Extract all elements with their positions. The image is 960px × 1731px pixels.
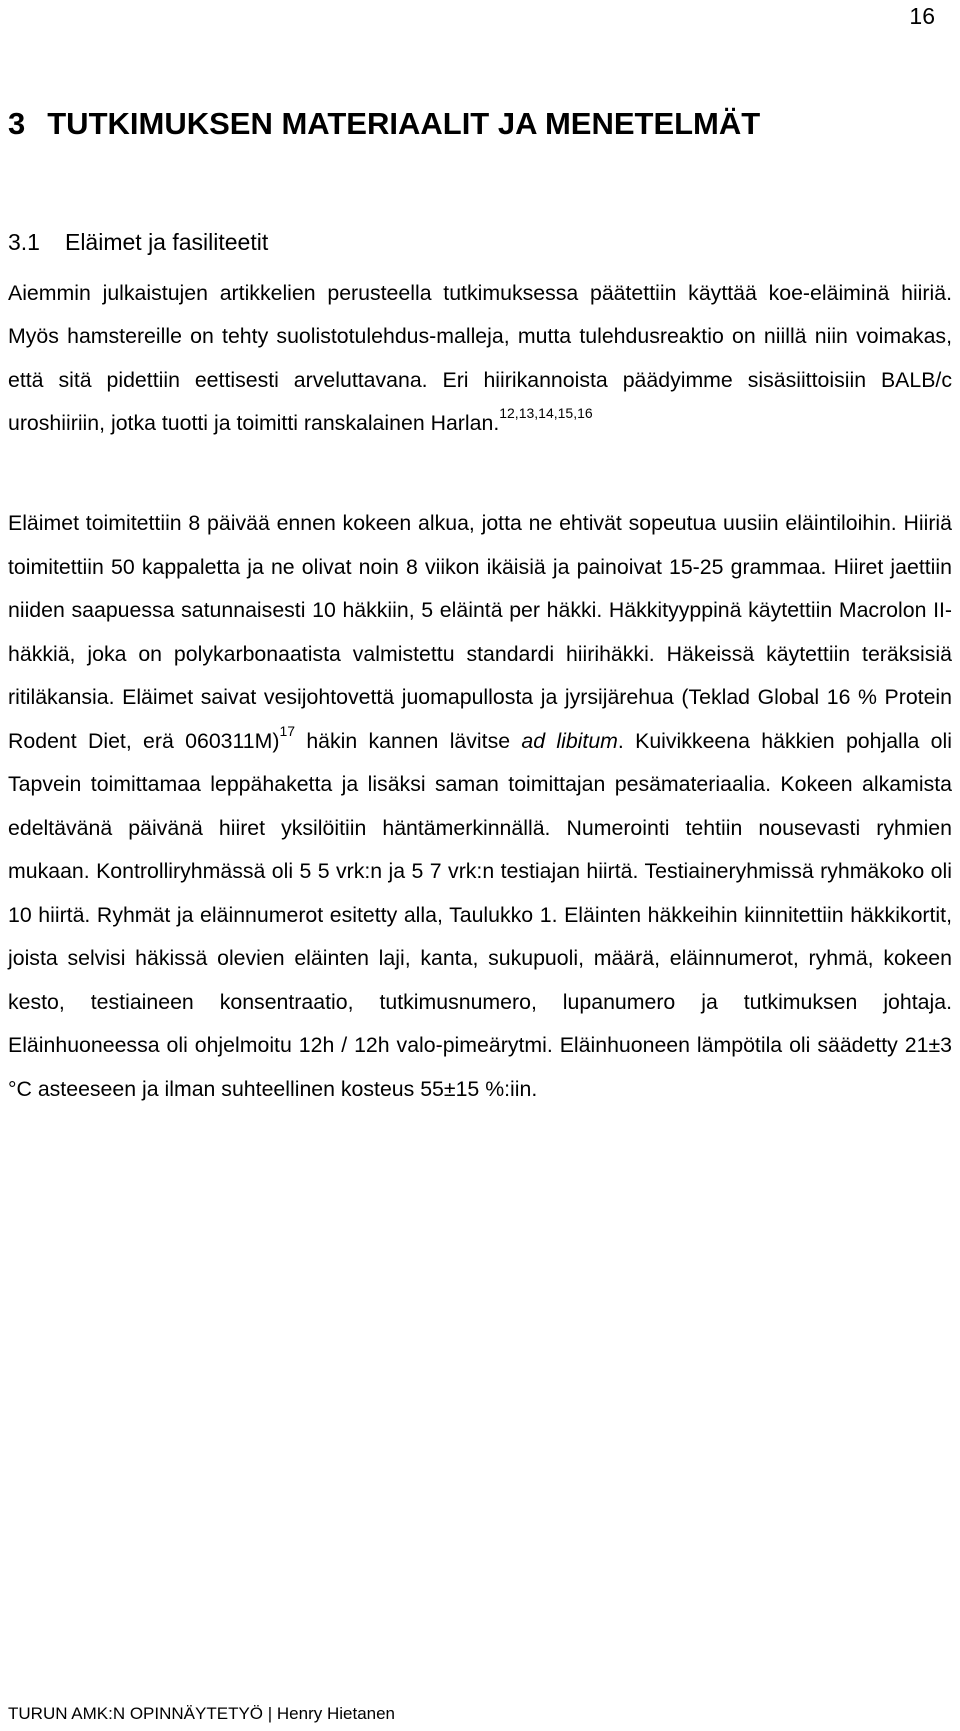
paragraph-animals-selection [8, 272, 952, 445]
chapter-title: TUTKIMUKSEN MATERIAALIT JA MENETELMÄT [47, 106, 761, 141]
page-footer: TURUN AMK:N OPINNÄYTETYÖ | Henry Hietanen [8, 1704, 396, 1723]
paragraph-animal-housing [8, 502, 952, 1111]
chapter-number: 3 [8, 106, 26, 141]
paragraph-text: häkin kannen lävitse [295, 728, 522, 753]
italic-term: ad libitum [521, 728, 618, 753]
paragraph-text: Eläimet toimitettiin 8 päivää ennen kokeen alkua, jotta ne ehtivät sopeutua uusiin eläintiloihin. Hiiriä toimitettiin 50 kappaletta ja ne olivat noin 8 viikon ikäisiä ja painoivat 15-25 grammaa. Hiiret jaettiin niiden saapuessa satunnaisesti 10 häkkiin, 5 eläintä per häkki. Häkkityyppinä käytettiin Macrolon II-häkkiä, joka on polykarbonaatista valmistettu standardi hiirihäkki. Häkeissä käytettiin teräksisiä ritiläkansia. Eläimet saivat vesijohtovettä juomapullosta ja jyrsijärehua (Teklad Global 16 % Protein Rodent Diet, erä 060311M) [8, 511, 952, 753]
paragraph-text: Aiemmin julkaistujen artikkelien perusteella tutkimuksessa päätettiin käyttää koe-eläiminä hiiriä. Myös hamstereille on tehty suolistotulehdus-malleja, mutta tulehdusreaktio on niillä niin voimakas, että sitä pidettiin eettisesti arveluttavana. Eri hiirikannoista päädyimme sisäsiittoisiin BALB/c uroshiiriin, jotka tuotti ja toimitti ranskalainen Harlan. [8, 281, 952, 435]
citation-reference: 12,13,14,15,16 [499, 404, 593, 421]
section-heading [8, 228, 268, 256]
section-title: Eläimet ja fasiliteetit [64, 229, 269, 255]
citation-reference: 17 [279, 722, 296, 739]
section-number: 3.1 [8, 229, 40, 255]
chapter-heading [8, 106, 760, 142]
paragraph-text: . Kuivikkeena häkkien pohjalla oli Tapvein toimittamaa leppähaketta ja lisäksi saman toimittajan pesämateriaalia. Kokeen alkamista edeltävänä päivänä hiiret yksilöitiin häntämerkinnällä. Numerointi tehtiin nousevasti ryhmien mukaan. Kontrolliryhmässä oli 5 5 vrk:n ja 5 7 vrk:n testiajan hiirtä. Testiaineryhmissä ryhmäkoko oli 10 hiirtä. Ryhmät ja eläinnumerot esitetty alla, Taulukko 1. Eläinten häkkeihin kiinnitettiin häkkikortit, joista selvisi häkissä olevien eläinten laji, kanta, sukupuoli, määrä, eläinnumerot, ryhmä, kokeen kesto, testiaineen konsentraatio, tutkimusnumero, lupanumero ja tutkimuksen johtaja. Eläinhuoneessa oli ohjelmoitu 12h / 12h valo-pimeärytmi. Eläinhuoneen lämpötila oli säädetty 21±3 °C asteeseen ja ilman suhteellinen kosteus 55±15 %:iin. [8, 728, 952, 1101]
page-number: 16 [909, 3, 935, 29]
